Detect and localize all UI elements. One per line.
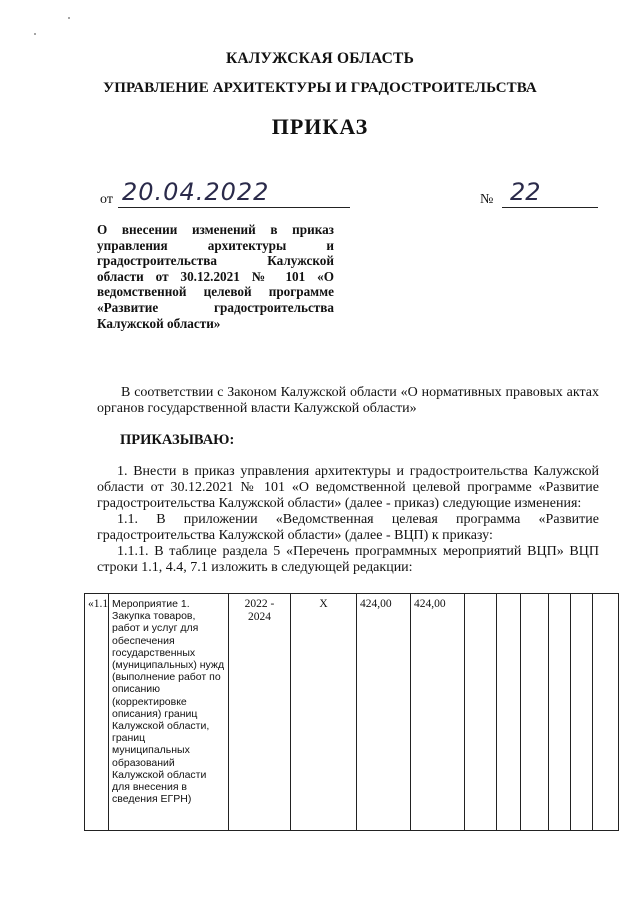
empty-cell (549, 594, 571, 831)
empty-cell (497, 594, 521, 831)
table-row (85, 594, 619, 831)
number-underline (502, 207, 598, 208)
handwritten-number: 22 (510, 178, 541, 206)
handwritten-date: 20.04.2022 (122, 178, 270, 206)
item-1-1: 1.1. В приложении «Ведомственная целевая программа «Развитие градостроительства Калужской области» (далее - ВЦП) к приказу: (97, 512, 599, 543)
number-prefix: № (480, 192, 494, 207)
order-subject: О внесении изменений в приказ управления архитектуры и градостроительства Калужской области от 30.12.2021 № 101 «О ведомственной целевой программе «Развитие градостроительства Калужской области» (97, 222, 334, 331)
scan-speck (68, 17, 70, 19)
document-type-title: ПРИКАЗ (271, 114, 369, 139)
preamble-paragraph: В соответствии с Законом Калужской области «О нормативных правовых актах органов государственной власти Калужской области» (97, 385, 599, 416)
year-value-cell: 424,00 (411, 594, 465, 831)
total-cell: 424,00 (357, 594, 411, 831)
item-1-1-1: 1.1.1. В таблице раздела 5 «Перечень программных мероприятий ВЦП» ВЦП строки 1.1, 4.4, 7.1 изложить в следующей редакции: (97, 544, 599, 575)
empty-cell (593, 594, 619, 831)
activity-name-cell: Мероприятие 1. Закупка товаров, работ и услуг для обеспечения государственных (муниципальных) нужд (выполнение работ по описанию (корректировке описания) границ Калужской области, границ муниципальных образований Калужской области для внесения в сведения ЕГРН) (109, 594, 229, 831)
period-cell: 2022 - 2024 (229, 594, 291, 831)
program-activities-table (84, 593, 619, 831)
region-title: КАЛУЖСКАЯ ОБЛАСТЬ (225, 50, 415, 67)
department-title: УПРАВЛЕНИЕ АРХИТЕКТУРЫ И ГРАДОСТРОИТЕЛЬСТВА (103, 80, 537, 96)
empty-cell (465, 594, 497, 831)
date-underline (118, 207, 350, 208)
empty-cell (521, 594, 549, 831)
empty-cell (571, 594, 593, 831)
scan-speck (34, 33, 36, 35)
executor-cell: Х (291, 594, 357, 831)
order-word: ПРИКАЗЫВАЮ: (120, 432, 235, 448)
date-prefix: от (100, 192, 113, 207)
row-number-cell: «1.1 (85, 594, 109, 831)
item-1: 1. Внести в приказ управления архитектуры и градостроительства Калужской области от 30.12.2021 № 101 «О ведомственной целевой программе «Развитие градостроительства Калужской области» (далее - приказ) следующие изменения: (97, 464, 599, 511)
order-items (97, 464, 599, 576)
